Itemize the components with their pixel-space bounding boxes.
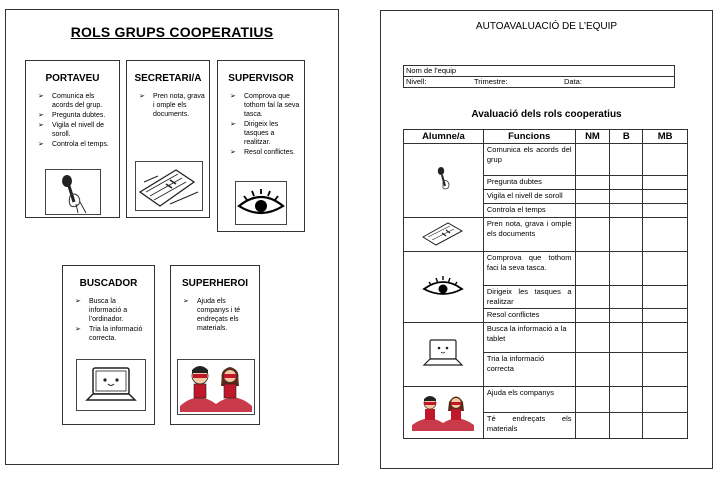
b-cell[interactable] (610, 309, 643, 323)
b-cell[interactable] (610, 286, 643, 309)
list-item: ➢ Comprova que tothom faí la seva tasca. (230, 92, 300, 119)
team-name-label: Nom de l’equip (406, 66, 457, 75)
nm-cell[interactable] (575, 413, 610, 439)
microphone-icon (428, 164, 458, 194)
col-student: Alumne/a (404, 130, 484, 144)
eye-icon (421, 273, 465, 299)
function-text: Busca la informació a la tablet (486, 324, 567, 343)
nm-cell[interactable] (575, 387, 610, 413)
table-row (404, 144, 688, 176)
function-cell: Té endreçats els materials (483, 413, 575, 439)
list-item: ➢ Resol conflictes. (230, 148, 300, 157)
list-item: ➢ Pren nota, grava i omple els documents. (139, 92, 205, 119)
list-item: ➢ Busca la informació a l’ordinador. (75, 297, 150, 324)
mb-cell[interactable] (643, 387, 688, 413)
student-cell (404, 323, 484, 387)
mb-cell[interactable] (643, 413, 688, 439)
card-title: BUSCADOR (79, 278, 138, 289)
table-row (404, 387, 688, 413)
card-list (218, 92, 304, 157)
card-list (26, 92, 119, 149)
assessment-title: AUTOAVALUACIÓ DE L’EQUIP (475, 21, 618, 32)
evaluation-table (403, 129, 688, 439)
b-cell[interactable] (610, 204, 643, 218)
card-supervisor (217, 60, 305, 232)
function-cell: Pregunta dubtes (483, 176, 575, 190)
b-cell[interactable] (610, 144, 643, 176)
card-title: PORTAVEU (45, 73, 100, 84)
function-cell: Comprova que tothom faci la seva tasca. (483, 252, 575, 286)
col-nm: NM (575, 130, 610, 144)
list-item: ➢ Dirigeix les tasques a realitzar. (230, 120, 300, 147)
eye-icon (235, 181, 287, 225)
student-cell (404, 252, 484, 323)
term-label: Trimestre: (474, 77, 508, 86)
col-functions: Funcions (483, 130, 575, 144)
b-cell[interactable] (610, 176, 643, 190)
superheroes-icon (177, 359, 255, 415)
function-cell: Tria la informació correcta (483, 353, 575, 387)
card-title: SUPERVISOR (228, 73, 294, 84)
mb-cell[interactable] (643, 176, 688, 190)
card-list (63, 297, 154, 343)
b-cell[interactable] (610, 323, 643, 353)
student-cell (404, 144, 484, 218)
mb-cell[interactable] (643, 204, 688, 218)
table-row (404, 218, 688, 252)
function-cell: Vigila el nivell de soroll (483, 190, 575, 204)
nm-cell[interactable] (575, 252, 610, 286)
date-label: Data: (564, 77, 582, 86)
nm-cell[interactable] (575, 286, 610, 309)
mb-cell[interactable] (643, 323, 688, 353)
mb-cell[interactable] (643, 353, 688, 387)
b-cell[interactable] (610, 190, 643, 204)
card-superheroi (170, 265, 260, 425)
card-secretaria (126, 60, 210, 218)
card-title: SUPERHEROI (181, 278, 249, 289)
nm-cell[interactable] (575, 218, 610, 252)
student-cell (404, 387, 484, 439)
roles-page (5, 9, 339, 465)
level-label: Nivell: (406, 77, 427, 86)
laptop-icon (418, 335, 468, 371)
list-item: ➢ Tria la informació correcta. (75, 325, 150, 343)
table-row (404, 323, 688, 353)
b-cell[interactable] (610, 387, 643, 413)
function-cell (483, 323, 575, 353)
list-item: ➢ Pregunta dubtes. (38, 111, 115, 120)
roles-title: ROLS GRUPS COOPERATIUS (70, 24, 274, 40)
pencil-case-icon (420, 219, 466, 247)
microphone-icon (45, 169, 101, 215)
table-row (404, 252, 688, 286)
pencil-case-icon (135, 161, 203, 211)
nm-cell[interactable] (575, 309, 610, 323)
function-cell: Resol conflictes (483, 309, 575, 323)
list-item: ➢ Controla el temps. (38, 140, 115, 149)
card-portaveu (25, 60, 120, 218)
b-cell[interactable] (610, 218, 643, 252)
function-cell: Dirigeix les tasques a realitzar (483, 286, 575, 309)
b-cell[interactable] (610, 353, 643, 387)
team-name-row (404, 66, 674, 76)
card-buscador (62, 265, 155, 425)
mb-cell[interactable] (643, 190, 688, 204)
function-cell: Controla el temps (483, 204, 575, 218)
function-cell: Ajuda els companys (483, 387, 575, 413)
card-list (171, 297, 259, 333)
list-item: ➢ Vigila el nivell de soroll. (38, 121, 115, 139)
function-cell: Pren nota, grava i omple els documents (483, 218, 575, 252)
mb-cell[interactable] (643, 252, 688, 286)
b-cell[interactable] (610, 413, 643, 439)
mb-cell[interactable] (643, 218, 688, 252)
team-header-box (403, 65, 675, 88)
nm-cell[interactable] (575, 204, 610, 218)
mb-cell[interactable] (643, 286, 688, 309)
nm-cell[interactable] (575, 190, 610, 204)
function-cell: Comunica els acords del grup (483, 144, 575, 176)
laptop-icon (76, 359, 146, 411)
nm-cell[interactable] (575, 176, 610, 190)
col-mb: MB (643, 130, 688, 144)
table-header-row (404, 130, 688, 144)
list-item: ➢ Ajuda els companys i té endreçats els materials. (183, 297, 255, 333)
b-cell[interactable] (610, 252, 643, 286)
mb-cell[interactable] (643, 144, 688, 176)
student-cell (404, 218, 484, 252)
evaluation-subtitle: Avaluació dels rols cooperatius (471, 109, 622, 120)
nm-cell[interactable] (575, 144, 610, 176)
nm-cell[interactable] (575, 353, 610, 387)
nm-cell[interactable] (575, 323, 610, 353)
self-assessment-page (380, 10, 713, 469)
card-title: SECRETARI/A (134, 73, 202, 84)
superheroes-icon (410, 391, 476, 431)
col-b: B (610, 130, 643, 144)
level-row (404, 76, 674, 87)
card-list (127, 92, 209, 119)
list-item: ➢ Comunica els acords del grup. (38, 92, 115, 110)
mb-cell[interactable] (643, 309, 688, 323)
